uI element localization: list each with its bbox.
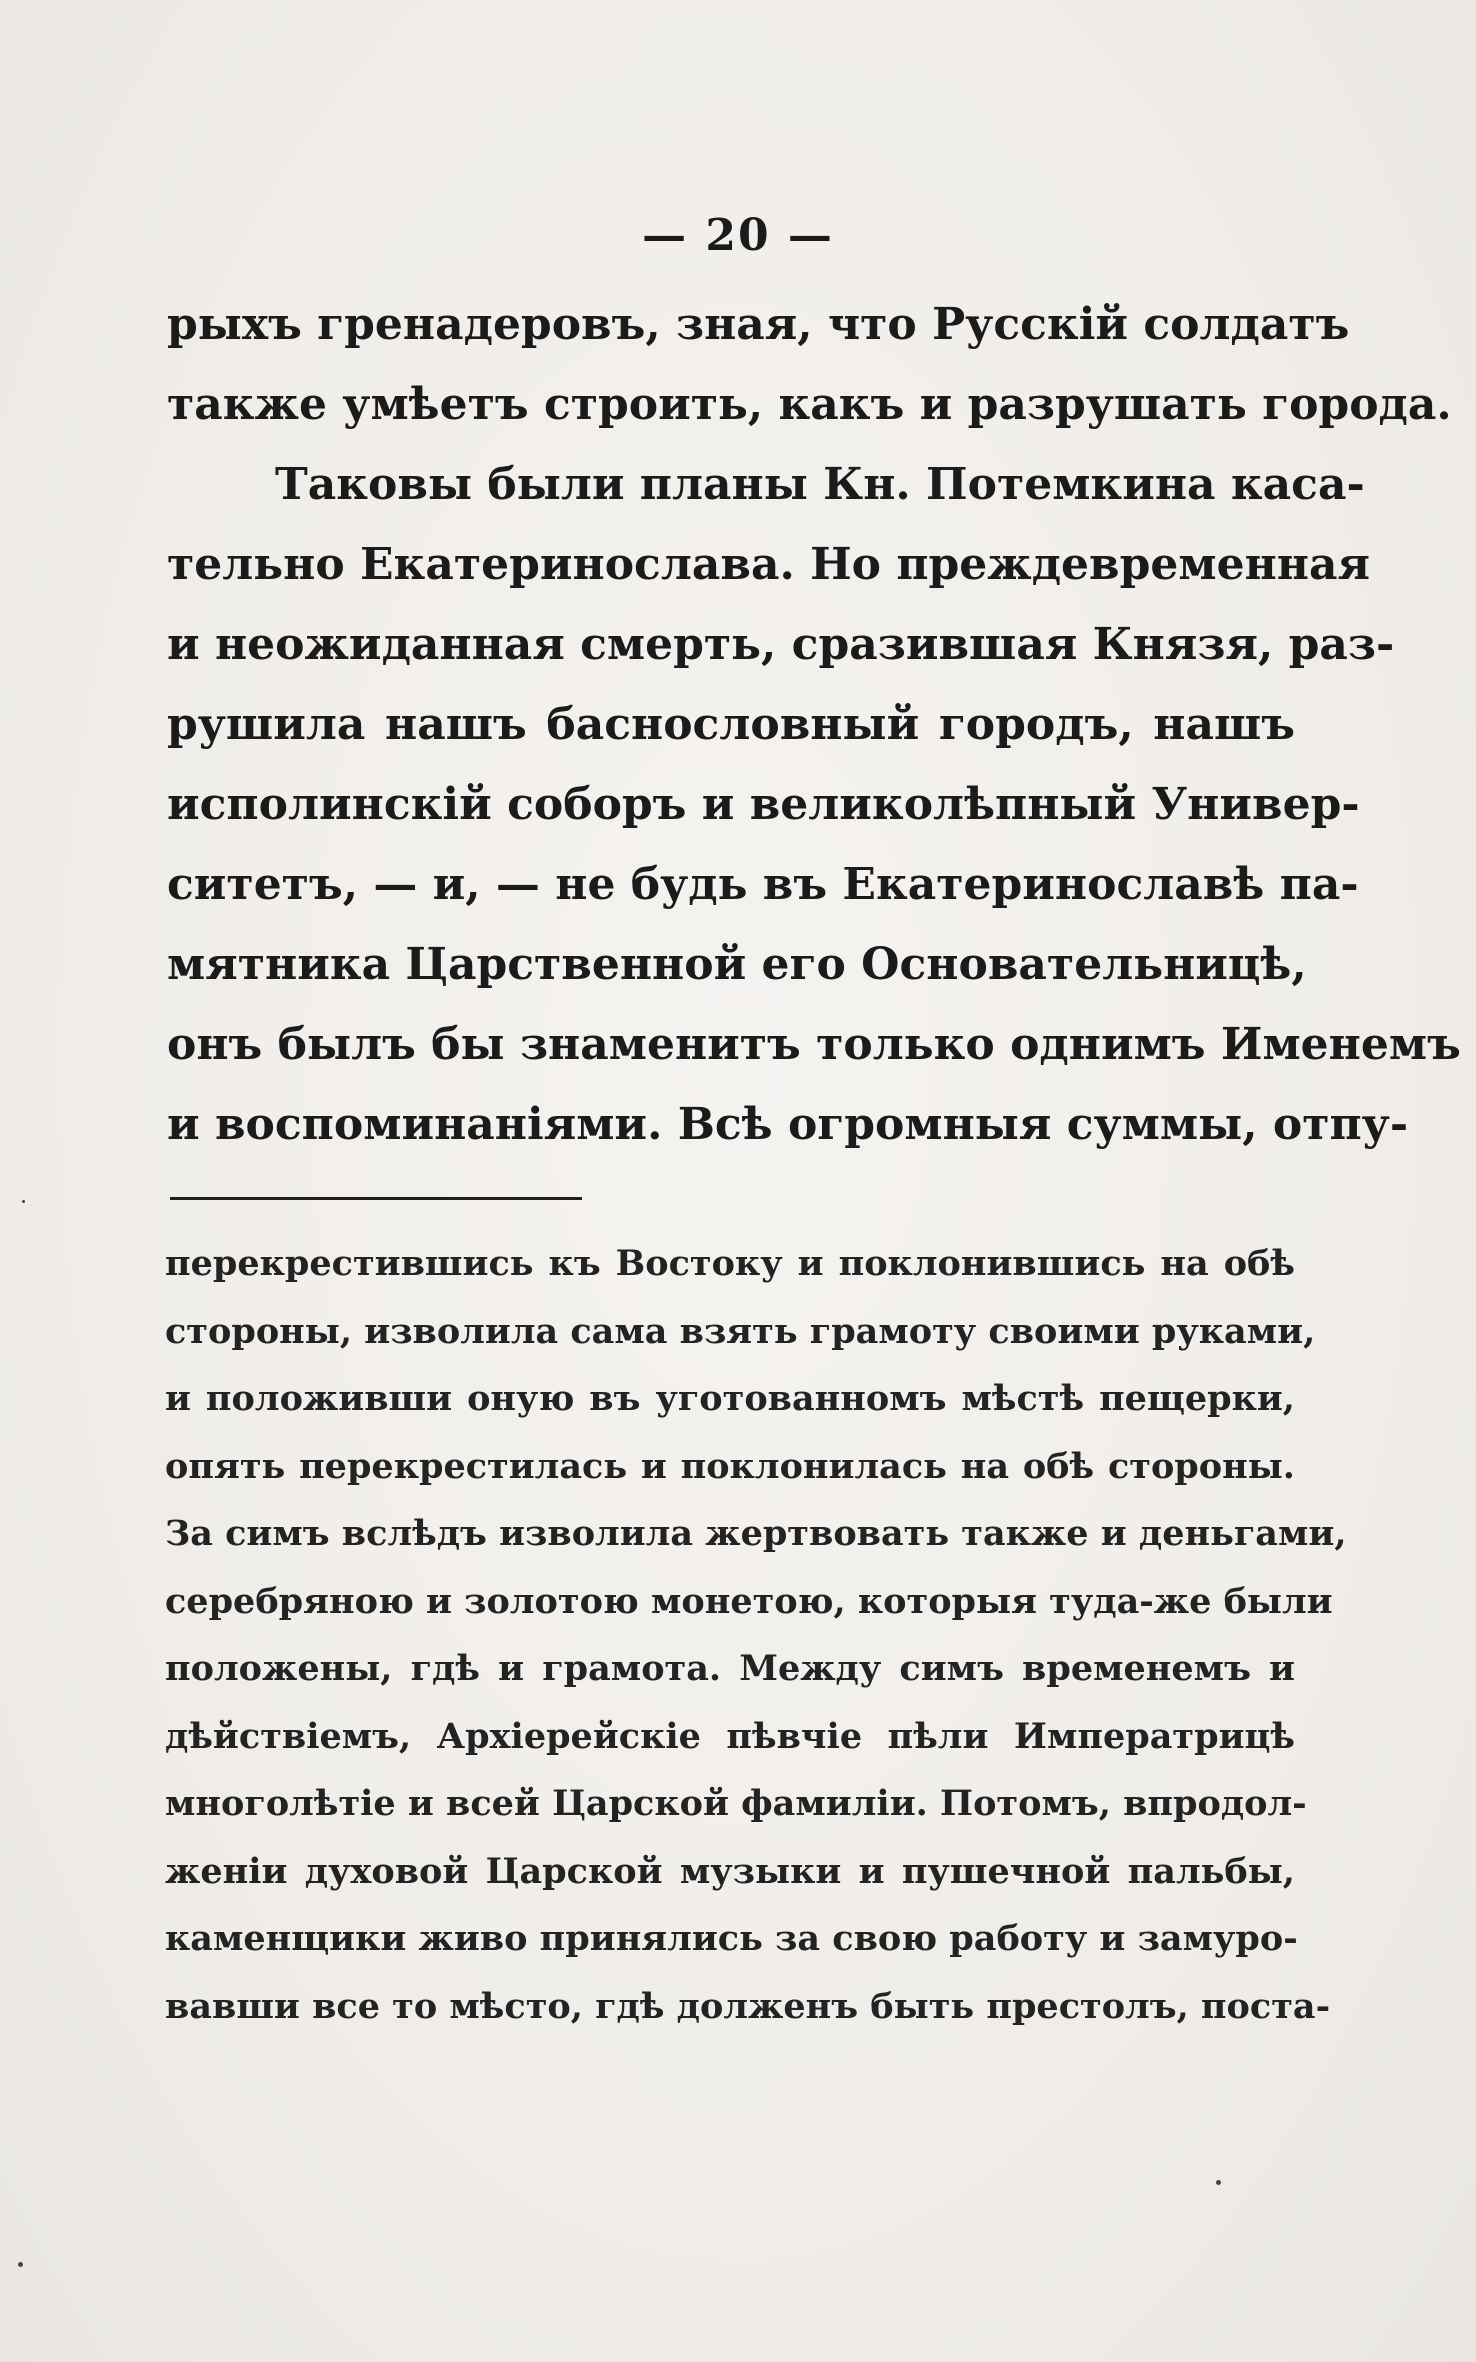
main-text-line: и неожиданная смерть, сразившая Князя, раз- [167,619,1395,670]
main-text-line: онъ былъ бы знаменитъ только однимъ Именемъ [167,1019,1461,1070]
main-text-line: мятника Царственной его Основательницѣ, [167,939,1307,990]
footnote-block [165,1230,1347,2040]
main-text-line: Таковы были планы Кн. Потемкина каса- [275,459,1365,510]
main-text-line: рушила нашъ баснословный городъ, нашъ [167,699,1295,750]
footnote-line: За симъ вслѣдъ изволила жертвовать также и деньгами, [165,1513,1347,1554]
footnote-line: и положивши оную въ уготованномъ мѣстѣ пещерки, [165,1378,1295,1419]
main-text-line: и воспоминаніями. Всѣ огромныя суммы, отпу- [167,1099,1409,1150]
footnote-line: каменщики живо принялись за свою работу и замуро- [165,1918,1298,1959]
footnote-line: положены, гдѣ и грамота. Между симъ временемъ и [165,1648,1295,1689]
footnote-line: перекрестившись къ Востоку и поклонившись на обѣ [165,1243,1295,1284]
footnote-separator [170,1197,582,1200]
paper-speck [22,1200,25,1203]
footnote-line: опять перекрестилась и поклонилась на обѣ стороны. [165,1445,1295,1487]
footnote-line: дѣйствіемъ, Архіерейскіе пѣвчіе пѣли Императрицѣ [165,1715,1295,1757]
main-text-line: исполинскій соборъ и великолѣпный Универ- [167,779,1360,830]
paper-speck [1216,2180,1221,2185]
main-text-line: рыхъ гренадеровъ, зная, что Русскій солдатъ [167,299,1350,350]
page-number: — 20 — [642,210,834,261]
main-text-line: также умѣетъ строить, какъ и разрушать города. [167,379,1452,430]
paper-speck [18,2262,23,2267]
footnote-line: стороны, изволила сама взять грамоту своими руками, [165,1310,1316,1352]
main-text-block [167,285,1461,1165]
main-text-line: ситетъ, — и, — не будь въ Екатеринославѣ па- [167,859,1359,910]
footnote-line: вавши все то мѣсто, гдѣ долженъ быть престолъ, поста- [165,1985,1331,2027]
footnote-line: женіи духовой Царской музыки и пушечной пальбы, [165,1850,1295,1892]
footnote-line: многолѣтіе и всей Царской фамиліи. Потомъ, впродол- [165,1783,1307,1824]
footnote-line: серебряною и золотою монетою, которыя туда-же были [165,1580,1333,1622]
main-text-line: тельно Екатеринослава. Но преждевременная [167,539,1371,590]
